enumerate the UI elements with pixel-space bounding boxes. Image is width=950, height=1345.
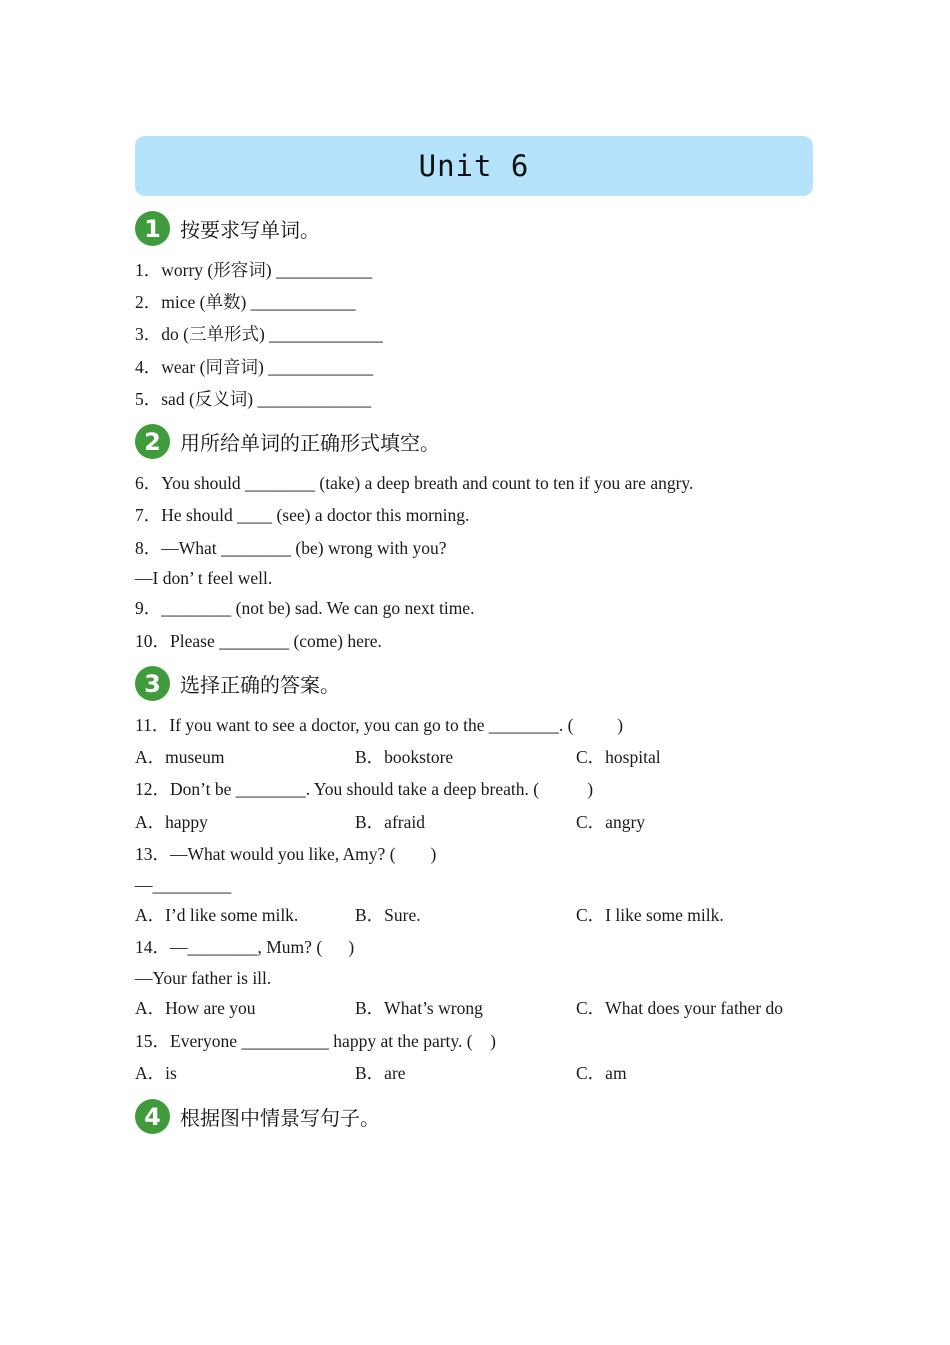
section-title: 选择正确的答案。 — [180, 673, 340, 697]
title-banner — [135, 136, 813, 196]
q15-option-a[interactable]: A．is — [135, 1063, 177, 1083]
page-title: Unit 6 — [418, 149, 530, 183]
section-number-badge: 4 — [135, 1099, 170, 1134]
section-number-badge: 3 — [135, 666, 170, 701]
section-number-badge: 1 — [135, 211, 170, 246]
question-14: 14．—________, Mum? ( ) — [135, 937, 355, 957]
question-10: 10．Please ________ (come) here. — [135, 631, 382, 651]
question-2: 2．mice (单数) ____________ — [135, 292, 356, 312]
q13-option-b[interactable]: B．Sure. — [355, 905, 421, 925]
section-title: 按要求写单词。 — [180, 218, 320, 242]
q12-option-c[interactable]: C．angry — [576, 812, 646, 832]
section-number-badge: 2 — [135, 424, 170, 459]
section-2-header — [135, 424, 440, 459]
q12-option-a[interactable]: A．happy — [135, 812, 208, 832]
question-12: 12．Don’t be ________. You should take a deep breath. ( ) — [135, 779, 594, 799]
section-title: 根据图中情景写句子。 — [180, 1106, 380, 1130]
q15-option-c[interactable]: C．am — [576, 1063, 627, 1083]
question-11: 11．If you want to see a doctor, you can go to the ________. ( ) — [135, 715, 624, 735]
q15-option-b[interactable]: B．are — [355, 1063, 406, 1083]
question-15: 15．Everyone __________ happy at the party. ( ) — [135, 1031, 496, 1051]
q14-option-a[interactable]: A．How are you — [135, 998, 256, 1018]
question-14-answer-line: —Your father is ill. — [135, 968, 272, 988]
q11-option-a[interactable]: A．museum — [135, 747, 225, 767]
section-4-header — [135, 1099, 380, 1134]
question-6: 6．You should ________ (take) a deep breath and count to ten if you are angry. — [135, 473, 694, 493]
question-4: 4．wear (同音词) ____________ — [135, 357, 374, 377]
question-8: 8．—What ________ (be) wrong with you? — [135, 538, 447, 558]
question-13: 13．—What would you like, Amy? ( ) — [135, 844, 437, 864]
question-1: 1．worry (形容词) ___________ — [135, 260, 373, 280]
q13-option-a[interactable]: A．I’d like some milk. — [135, 905, 299, 925]
q11-option-c[interactable]: C．hospital — [576, 747, 661, 767]
q12-option-b[interactable]: B．afraid — [355, 812, 425, 832]
section-title: 用所给单词的正确形式填空。 — [180, 431, 440, 455]
q14-option-b[interactable]: B．What’s wrong — [355, 998, 483, 1018]
section-1-header — [135, 211, 320, 246]
question-7: 7．He should ____ (see) a doctor this morning. — [135, 505, 470, 525]
question-3: 3．do (三单形式) _____________ — [135, 324, 383, 344]
q13-option-c[interactable]: C．I like some milk. — [576, 905, 724, 925]
question-9: 9．________ (not be) sad. We can go next time. — [135, 598, 475, 618]
question-8-answer-line: —I don’ t feel well. — [135, 568, 273, 588]
section-3-header — [135, 666, 340, 701]
question-5: 5．sad (反义词) _____________ — [135, 389, 372, 409]
q11-option-b[interactable]: B．bookstore — [355, 747, 454, 767]
question-13-answer-line: —_________ — [135, 875, 232, 895]
q14-option-c[interactable]: C．What does your father do — [576, 998, 784, 1018]
